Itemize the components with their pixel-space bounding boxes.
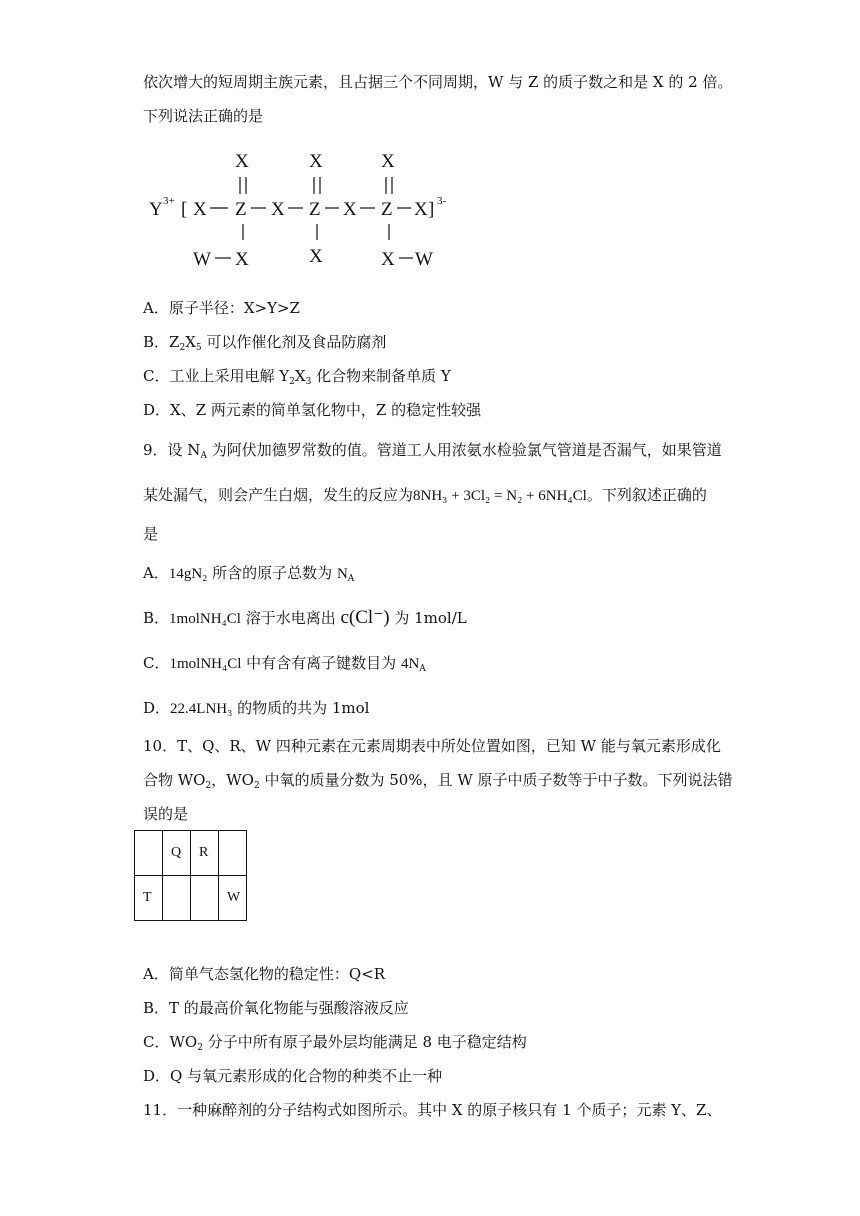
table-cell: T	[135, 876, 163, 921]
table-cell	[135, 831, 163, 876]
bracket-close: ]	[428, 199, 435, 220]
q8-structure-diagram	[143, 142, 453, 277]
text: 为阿伏加德罗常数的值。管道工人用浓氨水检验氯气管道是否漏气，如果管道	[206, 441, 722, 459]
q10-text-line2	[143, 770, 733, 796]
q9-option-d	[143, 698, 369, 719]
formula: c(Cl⁻)	[340, 607, 390, 628]
chain-atom: X	[414, 199, 428, 220]
q8-option-c	[143, 366, 451, 392]
text: 分子中所有原子最外层均能满足 8 电子稳定结构	[202, 1033, 527, 1051]
q9-option-b	[143, 608, 467, 629]
q9-text-line1	[143, 440, 722, 466]
table-cell: R	[191, 831, 219, 876]
chain-atom: X	[343, 199, 357, 220]
double-bond	[240, 177, 392, 194]
table-cell: W	[219, 876, 247, 921]
table-cell: Q	[163, 831, 191, 876]
text: 中有含有离子键数目为	[241, 654, 401, 672]
q9-option-a	[143, 563, 354, 589]
table-cell	[191, 876, 219, 921]
table-row	[135, 876, 247, 921]
q8-option-a: A．原子半径：X>Y>Z	[143, 299, 300, 317]
bottom-atom: W	[415, 249, 433, 270]
text: 中氧的质量分数为 50%，且 W 原子中质子数等于中子数。下列说法错	[259, 771, 733, 789]
formula: N	[336, 566, 348, 582]
text: 的物质的共为 1mol	[232, 699, 370, 717]
q10-text-line3: 误的是	[143, 805, 189, 823]
top-atom: X	[309, 151, 323, 172]
text: B．	[143, 609, 170, 627]
subscript: 2	[197, 1043, 203, 1053]
q10-option-a: A．简单气态氢化物的稳定性：Q<R	[143, 965, 385, 983]
text: X	[185, 333, 196, 351]
chain-atom: Z	[309, 199, 321, 220]
bottom-atom: X	[235, 249, 249, 270]
q8-text-line2: 下列说法正确的是	[143, 107, 264, 125]
formula: 4N	[400, 656, 420, 672]
text: X	[294, 367, 306, 385]
table-row	[135, 831, 247, 876]
bottom-atom: W	[193, 249, 211, 270]
bottom-atom: X	[309, 246, 323, 267]
q10-option-c	[143, 1032, 527, 1058]
formula: 14gN₂	[168, 566, 208, 582]
text: 9．设 N	[143, 441, 201, 459]
text: ，WO	[211, 771, 254, 789]
chain-atom: X	[271, 199, 285, 220]
cation-symbol: Y	[149, 199, 163, 220]
bracket-open: [	[181, 199, 188, 220]
text: C．工业上采用电解 Y	[143, 367, 290, 385]
text: C．WO	[143, 1033, 198, 1051]
subscript: 2	[289, 377, 295, 387]
anion-charge: 3-	[437, 195, 447, 207]
subscript: 5	[195, 343, 202, 353]
subscript: 2	[179, 343, 186, 353]
bottom-atom: X	[381, 249, 395, 270]
q10-text-line1: 10．T、Q、R、W 四种元素在元素周期表中所处位置如图，已知 W 能与氧元素形成化	[143, 737, 721, 755]
chain-atom: X	[193, 199, 207, 220]
q8-option-d: D．X、Z 两元素的简单氢化物中，Z 的稳定性较强	[143, 401, 482, 419]
text: A．	[143, 564, 169, 582]
text: B．Z	[143, 333, 180, 351]
top-atom: X	[381, 151, 395, 172]
q8-text-line1: 依次增大的短周期主族元素，且占据三个不同周期，W 与 Z 的质子数之和是 X 的 2 倍。	[143, 73, 733, 91]
subscript: 2	[205, 781, 212, 791]
formula: 1molNH₄Cl	[169, 656, 242, 672]
text: D．	[143, 699, 171, 717]
text: 所含的原子总数为	[207, 564, 337, 582]
chain-atom: Z	[235, 199, 247, 220]
table-cell	[219, 831, 247, 876]
q9-text-line2	[143, 485, 707, 506]
reaction-equation: 8NH₃ + 3Cl₂ = N₂ + 6NH₄Cl	[413, 488, 587, 504]
top-atom: X	[235, 151, 249, 172]
cation-charge: 3+	[163, 195, 175, 207]
text: 可以作催化剂及食品防腐剂	[201, 333, 387, 351]
formula: 22.4LNH₃	[170, 701, 233, 717]
q9-text-line3: 是	[143, 525, 159, 543]
text: 溶于水电离出	[240, 609, 341, 627]
q10-option-d: D．Q 与氧元素形成的化合物的种类不止一种	[143, 1067, 443, 1085]
q8-option-b	[143, 332, 386, 358]
periodic-table-fragment	[134, 830, 247, 921]
text: C．	[143, 654, 170, 672]
subscript: 3	[305, 377, 312, 387]
table-cell	[163, 876, 191, 921]
subscript: A	[419, 664, 426, 674]
text: 合物 WO	[143, 771, 206, 789]
subscript: A	[200, 451, 207, 461]
text: 为 1mol/L	[389, 609, 467, 627]
chain-atom: Z	[381, 199, 393, 220]
formula: 1molNH₄Cl	[169, 611, 241, 627]
text: 。下列叙述正确的	[586, 486, 707, 504]
q11-text-line1: 11．一种麻醉剂的分子结构式如图所示。其中 X 的原子核只有 1 个质子；元素 Y、Z、	[143, 1101, 722, 1119]
q9-option-c	[143, 653, 426, 679]
subscript: A	[347, 574, 355, 584]
q10-option-b: B．T 的最高价氧化物能与强酸溶液反应	[143, 999, 409, 1017]
text: 某处漏气，则会产生白烟，发生的反应为	[143, 486, 414, 504]
subscript: 2	[253, 781, 260, 791]
text: 化合物来制备单质 Y	[311, 367, 451, 385]
